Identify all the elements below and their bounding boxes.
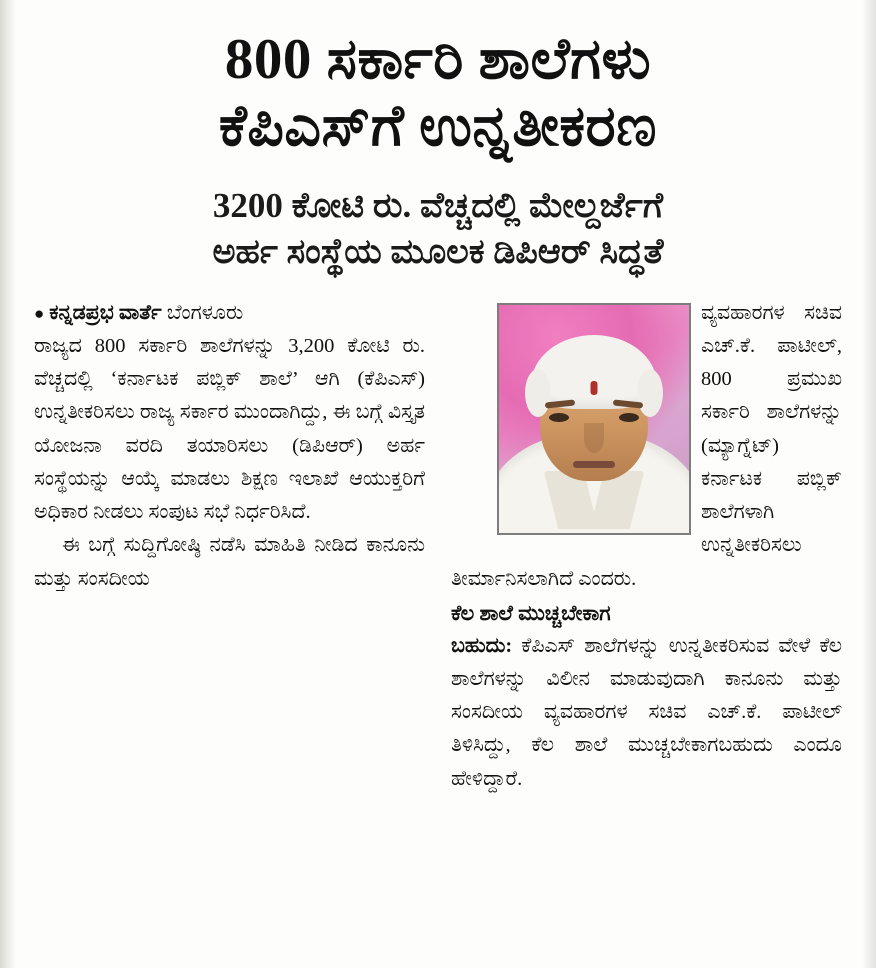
portrait-eye-right (619, 413, 639, 422)
left-paragraph-1: ರಾಜ್ಯದ 800 ಸರ್ಕಾರಿ ಶಾಲೆಗಳನ್ನು 3,200 ಕೋಟಿ ರು. ವೆಚ್ಚದಲ್ಲಿ ‘ಕರ್ನಾಟಕ ಪಬ್ಲಿಕ್ ಶಾಲೆ’ ಆಗಿ (ಕೆಪಿಎಸ್) ಉನ್ನತೀಕರಿಸಲು ರಾಜ್ಯ ಸರ್ಕಾರ ಮುಂದಾಗಿದ್ದು, ಈ ಬಗ್ಗೆ ವಿಸ್ತೃತ ಯೋಜನಾ ವರದಿ ತಯಾರಿಸಲು (ಡಿಪಿಆರ್) ಅರ್ಹ ಸಂಸ್ಥೆಯನ್ನು ಆಯ್ಕೆ ಮಾಡಲು ಶಿಕ್ಷಣ ಇಲಾಖೆ ಆಯುಕ್ತರಿಗೆ ಅಧಿಕಾರ ನೀಡಲು ಸಂಪುಟ ಸಭೆ ನಿರ್ಧರಿಸಿದೆ. (34, 335, 425, 524)
sub-section-heading: ಕೆಲ ಶಾಲೆ ಮುಚ್ಚಬೇಕಾಗ (451, 600, 611, 625)
byline (34, 297, 425, 330)
page-title (34, 26, 842, 161)
portrait-tilak (591, 381, 598, 395)
bullet-icon: ● (34, 304, 45, 324)
byline-source: ಕನ್ನಡಪ್ರಭ ವಾರ್ತೆ (49, 301, 162, 324)
byline-place: ಬೆಂಗಳೂರು (166, 301, 244, 324)
portrait-nose (584, 423, 604, 453)
headline-line-2: ಕೆಪಿಎಸ್‌ಗೆ ಉನ್ನತೀಕರಣ (218, 95, 658, 159)
column-right (451, 297, 842, 796)
right-paragraph-2 (451, 630, 842, 796)
portrait-image (499, 305, 689, 533)
portrait-hair (531, 335, 657, 409)
subheadline (34, 183, 842, 275)
subheadline-line-1: 3200 ಕೋಟಿ ರು. ವೆಚ್ಚದಲ್ಲಿ ಮೇಲ್ದರ್ಜೆಗೆ (212, 185, 664, 225)
column-left (34, 297, 425, 796)
paragraph-text: ಕೆಪಿಎಸ್ ಶಾಲೆಗಳನ್ನು ಉನ್ನತೀಕರಿಸುವ ವೇಳೆ ಕೆಲ ಶಾಲೆಗಳನ್ನು ವಿಲೀನ ಮಾಡುವುದಾಗಿ ಕಾನೂನು ಮತ್ತು ಸಂಸದೀಯ ವ್ಯವಹಾರಗಳ ಸಚಿವ ಎಚ್.ಕೆ. ಪಾಟೀಲ್ ತಿಳಿಸಿದ್ದು, ಕೆಲ ಶಾಲೆ ಮುಚ್ಚಬೇಕಾಗಬಹುದು ಎಂದೂ ಹೇಳಿದ್ದಾರೆ. (451, 634, 842, 790)
subheadline-line-2: ಅರ್ಹ ಸಂಸ್ಥೆಯ ಮೂಲಕ ಡಿಪಿಆರ್ ಸಿದ್ಧತೆ (212, 231, 664, 271)
portrait-eye-left (549, 413, 569, 422)
left-paragraph-2: ಈ ಬಗ್ಗೆ ಸುದ್ದಿಗೋಷ್ಠಿ ನಡೆಸಿ ಮಾಹಿತಿ ನೀಡಿದ ಕಾನೂನು ಮತ್ತು ಸಂಸದೀಯ (34, 534, 425, 590)
article-body (34, 297, 842, 796)
paragraph-lead-in: ಬಹುದು: (451, 634, 513, 657)
headline-line-1: 800 ಸರ್ಕಾರಿ ಶಾಲೆಗಳು (224, 28, 652, 91)
article-photo (497, 303, 691, 535)
portrait-mouth (573, 461, 615, 468)
right-paragraph-1: ವ್ಯವಹಾರಗಳ ಸಚಿವ ಎಚ್.ಕೆ. ಪಾಟೀಲ್, 800 ಪ್ರಮುಖ ಸರ್ಕಾರಿ ಶಾಲೆಗಳನ್ನು (ಮ್ಯಾಗ್ನೆಟ್) ಕರ್ನಾಟಕ ಪಬ್ಲಿಕ್ ಶಾಲೆಗಳಾಗಿ ಉನ್ನತೀಕರಿಸಲು ತೀರ್ಮಾನಿಸಲಾಗಿದೆ ಎಂದರು. (451, 301, 842, 590)
